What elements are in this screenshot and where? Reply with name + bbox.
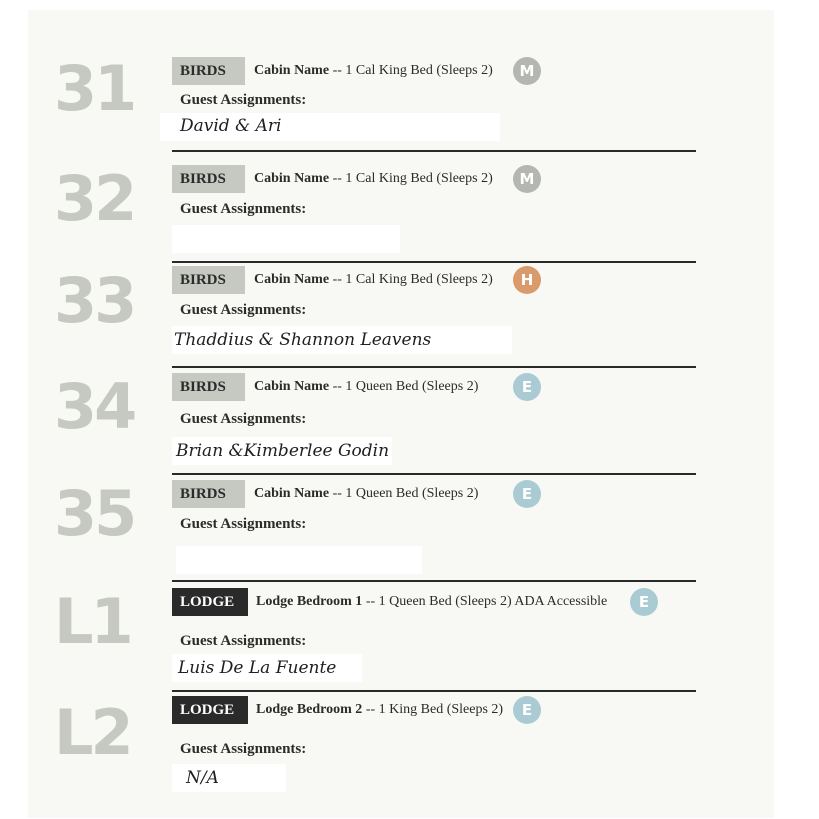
room-detail: -- 1 Cal King Bed (Sleeps 2) — [329, 63, 493, 78]
room-number: 34 — [54, 370, 135, 443]
room-number: 31 — [54, 52, 135, 125]
rate-badge: M — [513, 165, 541, 193]
guest-assignments-label: Guest Assignments: — [180, 302, 307, 318]
room-description — [254, 272, 493, 288]
rate-badge: E — [513, 373, 541, 401]
room-type-tag: BIRDS — [172, 266, 245, 294]
guest-assignments-label: Guest Assignments: — [180, 516, 307, 532]
room-description — [254, 379, 478, 395]
guest-names: Brian &Kimberlee Godin — [176, 441, 390, 461]
room-detail: -- 1 Queen Bed (Sleeps 2) — [329, 486, 479, 501]
rate-badge: E — [513, 696, 541, 724]
guest-names: Thaddius & Shannon Leavens — [174, 330, 432, 350]
rate-badge: E — [513, 480, 541, 508]
guest-assignments-label: Guest Assignments: — [180, 633, 307, 649]
room-detail: -- 1 Queen Bed (Sleeps 2) ADA Accessible — [362, 594, 608, 609]
room-detail: -- 1 Queen Bed (Sleeps 2) — [329, 379, 479, 394]
room-name: Cabin Name — [254, 63, 330, 78]
room-type-tag: LODGE — [172, 588, 248, 616]
room-type-tag: BIRDS — [172, 165, 245, 193]
room-number: L2 — [54, 696, 131, 769]
room-number: 32 — [54, 162, 135, 235]
guest-names: David & Ari — [180, 116, 282, 136]
room-number: L1 — [54, 585, 131, 658]
room-description — [254, 63, 493, 79]
room-description — [256, 594, 607, 610]
guest-assignments-label: Guest Assignments: — [180, 741, 307, 757]
room-detail: -- 1 King Bed (Sleeps 2) — [362, 702, 504, 717]
guest-names: Luis De La Fuente — [178, 658, 337, 678]
divider-rule — [172, 690, 696, 692]
divider-rule — [172, 366, 696, 368]
rate-badge: H — [513, 266, 541, 294]
guest-names: N/A — [186, 768, 219, 788]
room-assignment-sheet — [28, 10, 774, 818]
guest-assignments-label: Guest Assignments: — [180, 411, 307, 427]
room-name: Cabin Name — [254, 379, 330, 394]
room-detail: -- 1 Cal King Bed (Sleeps 2) — [329, 272, 493, 287]
room-name: Lodge Bedroom 1 — [256, 594, 363, 609]
guest-field — [176, 546, 422, 574]
room-type-tag: BIRDS — [172, 373, 245, 401]
guest-field — [172, 225, 400, 253]
rate-badge: E — [630, 588, 658, 616]
rate-badge: M — [513, 57, 541, 85]
room-type-tag: BIRDS — [172, 480, 245, 508]
divider-rule — [172, 150, 696, 152]
divider-rule — [172, 261, 696, 263]
room-detail: -- 1 Cal King Bed (Sleeps 2) — [329, 171, 493, 186]
room-name: Cabin Name — [254, 171, 330, 186]
room-number: 33 — [54, 264, 135, 337]
room-number: 35 — [54, 477, 135, 550]
room-name: Cabin Name — [254, 272, 330, 287]
guest-assignments-label: Guest Assignments: — [180, 92, 307, 108]
room-type-tag: LODGE — [172, 696, 248, 724]
room-name: Cabin Name — [254, 486, 330, 501]
room-description — [256, 702, 503, 718]
room-name: Lodge Bedroom 2 — [256, 702, 363, 717]
room-type-tag: BIRDS — [172, 57, 245, 85]
room-description — [254, 486, 478, 502]
divider-rule — [172, 473, 696, 475]
guest-assignments-label: Guest Assignments: — [180, 201, 307, 217]
divider-rule — [172, 580, 696, 582]
room-description — [254, 171, 493, 187]
